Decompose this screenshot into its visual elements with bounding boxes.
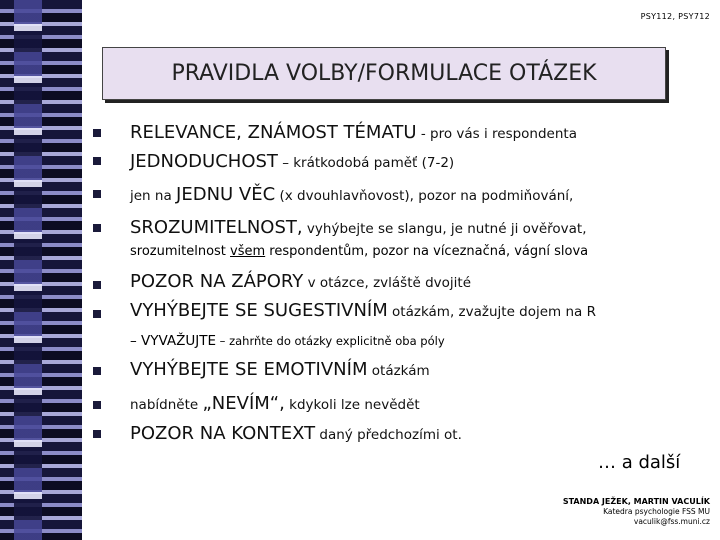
footer [563,497,710,527]
slide-title: PRAVIDLA VOLBY/FORMULACE OTÁZEK [171,61,597,86]
item-text: vyhýbejte se slangu, je nutné ji ověřovat, [302,221,587,237]
item-heading: RELEVANCE, ZNÁMOST TÉMATU [130,122,417,143]
course-codes: PSY112, PSY712 [640,12,710,21]
bullet-icon [93,430,101,438]
bullet-icon [93,281,101,289]
item-heading: VYHÝBEJTE SE SUGESTIVNÍM [130,300,388,321]
item-heading: SROZUMITELNOST, [130,217,303,238]
footer-email: vaculik@fss.muni.cz [633,517,710,526]
sub-dash: – [130,333,137,349]
list-item [130,300,596,321]
list-item [130,151,454,172]
decorative-stripe [0,0,82,540]
sub-label: VYVAŽUJTE [136,333,217,349]
list-item [130,217,587,238]
list-item [130,393,420,414]
item-text: v otázce, zvláště dvojité [303,275,472,291]
list-item [130,423,462,444]
list-item [130,271,471,292]
item-prefix: jen na [130,188,177,204]
list-item [130,184,573,205]
sub-point [130,333,445,349]
bullet-icon [93,401,101,409]
item-heading: „NEVÍM“, [202,393,285,414]
item-heading: JEDNODUCHOST [130,151,278,172]
item-heading: JEDNU VĚC [176,184,276,205]
list-item [130,359,430,380]
item-heading: POZOR NA ZÁPORY [130,271,304,292]
item-text: otázkám, zvažujte dojem na R [387,304,596,320]
continuation-text-end: respondentům, pozor na víceznačná, vágní slova [265,244,589,259]
bullet-icon [93,367,101,375]
continuation-text: srozumitelnost [130,244,231,259]
item-text: otázkám [367,363,430,379]
list-item [130,122,577,143]
more-text: … a další [598,452,681,473]
item-text: - pro vás i respondenta [416,126,577,142]
item-heading: VYHÝBEJTE SE EMOTIVNÍM [130,359,368,380]
item-continuation [130,244,588,259]
slide-title-box [102,47,666,100]
item-text: kdykoli lze nevědět [284,397,420,413]
footer-department: Katedra psychologie FSS MU [603,507,710,516]
item-prefix: nabídněte [130,397,203,413]
bullet-icon [93,157,101,165]
bullet-icon [93,310,101,318]
bullet-icon [93,224,101,232]
item-text: daný předchozími ot. [315,427,462,443]
continuation-underlined: všem [230,244,266,259]
item-text: – krátkodobá paměť (7-2) [277,155,455,171]
item-heading: POZOR NA KONTEXT [130,423,316,444]
sub-text: – zahrňte do otázky explicitně oba póly [216,334,445,348]
bullet-icon [93,190,101,198]
item-text: (x dvouhlavňovost), pozor na podmiňování, [275,188,574,204]
footer-authors: STANDA JEŽEK, MARTIN VACULÍK [562,497,710,506]
bullet-icon [93,129,101,137]
